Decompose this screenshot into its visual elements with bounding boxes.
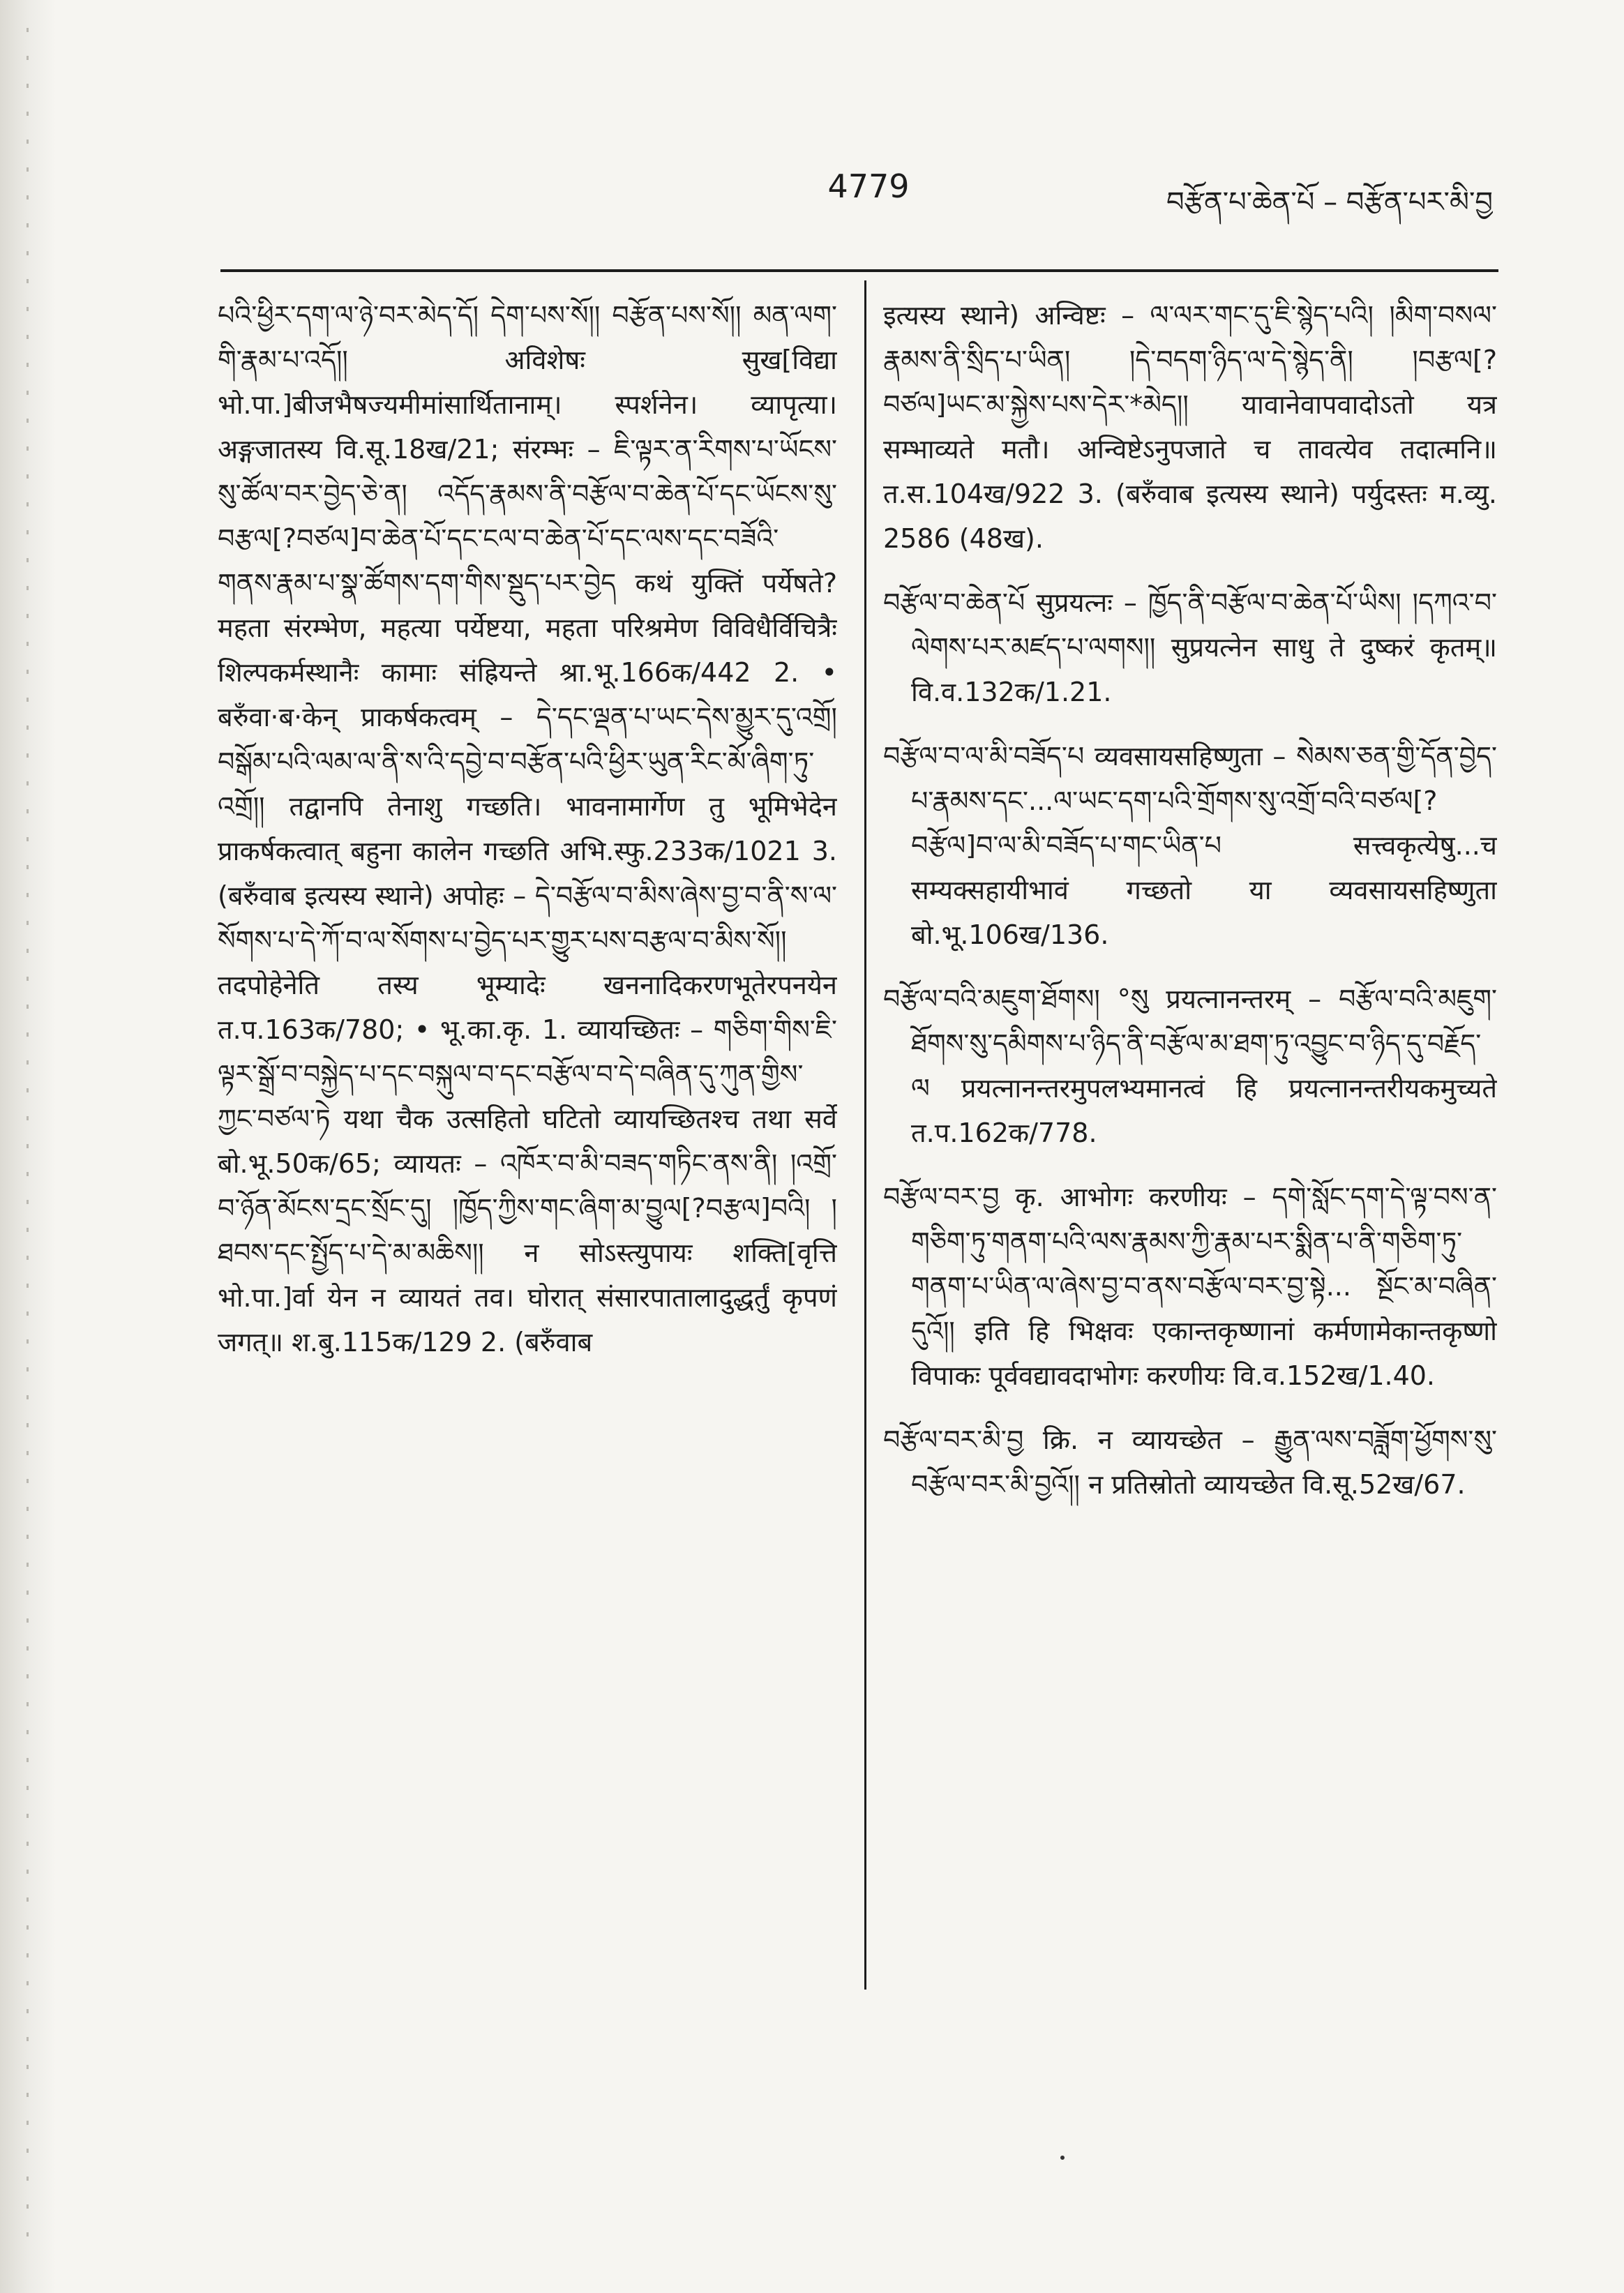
entry-vyavasaya: བརྩོལ་བ་ལ་མི་བཟོད་པ व्यवसायसहिष्णुता – སེམས་ཅན་གྱི་དོན་བྱེད་པ་རྣམས་དང་...ལ་ཡང་དག་པའི་གྲོགས་སུ་འགྲོ་བའི་བཙལ[?བརྩོལ]བ་ལ་མི་བཟོད་པ་གང་ཡིན་པ सत्त्वकृत्येषु...च सम्यक्सहायीभावं गच्छतो या व्यवसायसहिष्णुता बो.भू.106ख/136. <box>883 741 1497 950</box>
page-number: 4779 <box>827 167 910 205</box>
scan-edge <box>0 0 56 2293</box>
entry-prayatnanantaram: བརྩོལ་བའི་མཇུག་ཐོགས། °སུ प्रयत्नानन्तरम् – བརྩོལ་བའི་མཇུག་ཐོགས་སུ་དམིགས་པ་ཉིད་ནི་བརྩོལ་མ་ཐག་ཏུ་འབྱུང་བ་ཉིད་དུ་བརྗོད་ལ प्रयत्नानन्तरमुपलभ्यमानत्वं हि प्रयत्नानन्तरीयकमुच्यते त.प.162क/778. <box>883 984 1497 1148</box>
entry-supratyatna: བརྩོལ་བ་ཆེན་པོ सुप्रयत्नः – ཁྱོད་ནི་བརྩོལ་བ་ཆེན་པོ་ཡིས། །དཀའ་བ་ལེགས་པར་མཛད་པ་ལགས།། सुप्रयत्नेन साधु ते दुष्करं कृतम्॥ वि.व.132क/1.21. <box>883 587 1497 707</box>
entry-continued: इत्यस्य स्थाने) अन्विष्टः – ལ་ལར་གང་དུ་ཇི་སྙེད་པའི། །མིག་བསལ་རྣམས་ནི་སྲིད་པ་ཡིན། །དེ་བདག་ཉིད་ལ་དེ་སྙེད་ནི། །བརྩལ[?བཙལ]ཡང་མ་སྐྱེས་པས་དེར་*མེད།། यावानेवापवादोऽतो यत्र सम्भाव्यते मतौ। अन्विष्टेऽनुपजाते च तावत्येव तदात्मनि॥ त.स.104ख/922 3. (बरुँवाब इत्यस्य स्थाने) पर्युदस्तः म.व्यु. 2586 (48ख). <box>883 300 1497 554</box>
scan-speck <box>1060 2156 1065 2160</box>
scan-edge-line <box>27 28 29 2260</box>
left-column <box>218 293 837 1995</box>
header-rule <box>220 269 1498 272</box>
entry-vyayacchet: བརྩོལ་བར་མི་བྱ क्रि. न व्यायच्छेत – རྒྱུན་ལས་བཟློག་ཕྱོགས་སུ་བརྩོལ་བར་མི་བྱའོ།། न प्रतिस्रोतो व्यायच्छेत वि.सू.52ख/67. <box>883 1424 1497 1500</box>
right-column <box>883 293 1497 1995</box>
running-head: བརྩོན་པ་ཆེན་པོ – བརྩོན་པར་མི་བྱ <box>1166 186 1493 218</box>
left-paragraph: པའི་ཕྱིར་དག་ལ་ཉེ་བར་མེད་དོ། དེག་པས་སོ།། བརྩོན་པས་སོ།། མན་ལག་གི་རྣམ་པ་འདོ།། अविशेषः सुख[विद्या भो.पा.]बीजभैषज्यमीमांसार्थितानाम्। स्पर्शनेन। व्यापृत्या। अङ्गजातस्य वि.सू.18ख/21; संरम्भः – ཇི་ལྟར་ན་རིགས་པ་ཡོངས་སུ་ཚོལ་བར་བྱེད་ཅེ་ན། འདོད་རྣམས་ནི་བརྩོལ་བ་ཆེན་པོ་དང་ཡོངས་སུ་བརྩལ[?བཙལ]བ་ཆེན་པོ་དང་ངལ་བ་ཆེན་པོ་དང་ལས་དང་བཟོའི་གནས་རྣམ་པ་སྣ་ཚོགས་དག་གིས་སྡུད་པར་བྱེད कथं युक्तिं पर्येषते? महता संरम्भेण, महत्या पर्येष्टया, महता परिश्रमेण विविधैर्विचित्रैः शिल्पकर्मस्थानैः कामाः संह्रियन्ते श्रा.भू.166क/442 2. • बरुँवा·ब·केन् प्राकर्षकत्वम् – དེ་དང་ལྡན་པ་ཡང་དེས་མྱུར་དུ་འགྲོ། བསྒོམ་པའི་ལམ་ལ་ནི་ས་འི་དབྱེ་བ་བརྩོན་པའི་ཕྱིར་ཡུན་རིང་མོ་ཞིག་ཏུ་འགྲོ།། तद्वानपि तेनाशु गच्छति। भावनामार्गेण तु भूमिभेदेन प्राकर्षकत्वात् बहुना कालेन गच्छति अभि.स्फु.233क/1021 3. (बरुँवाब इत्यस्य स्थाने) अपोहः – དེ་བརྩོལ་བ་མིས་ཞེས་བྱ་བ་ནི་ས་ལ་སོགས་པ་དེ་ཀོ་བ་ལ་སོགས་པ་བྱེད་པར་གྱུར་པས་བརྩལ་བ་མིས་སོ།། तदपोहेनेति तस्य भूम्यादेः खननादिकरणभूतेरपनयेन त.प.163क/780; • भू.का.कृ. 1. व्यायच्छितः – གཅིག་གིས་ཇི་ལྟར་སྒྲོ་བ་བསྐྱེད་པ་དང་བསྐུལ་བ་དང་བརྩོལ་བ་དེ་བཞིན་དུ་ཀུན་གྱིས་ཀྱང་བཙལ་ཏེ यथा चैक उत्सहितो घटितो व्यायच्छितश्च तथा सर्वे बो.भू.50क/65; व्यायतः – འཁོར་བ་མི་བཟད་གཏིང་ནས་ནི། །འགྲོ་བ་ཉོན་མོངས་དྲང་སྲོང་དུ། །ཁྱོད་ཀྱིས་གང་ཞིག་མ་བྱུལ[?བརྩལ]བའི། །ཐབས་དང་སྤྱོད་པ་དེ་མ་མཆིས།། न सोऽस्त्युपायः शक्ति[वृत्ति भो.पा.]र्वा येन न व्यायतं तव। घोरात् संसारपातालादुद्धर्तुं कृपणं जगत्॥ श.बु.115क/129 2. (बरुँवाब <box>218 300 837 1358</box>
column-divider <box>864 280 866 1990</box>
entry-abhoga: བརྩོལ་བར་བྱ कृ. आभोगः करणीयः – དགེ་སློང་དག་དེ་ལྟ་བས་ན་གཅིག་ཏུ་གནག་པའི་ལས་རྣམས་ཀྱི་རྣམ་པར་སྨིན་པ་ནི་གཅིག་ཏུ་གནག་པ་ཡིན་ལ་ཞེས་བྱ་བ་ནས་བརྩོལ་བར་བྱ་སྟེ... སྔོང་མ་བཞིན་དུའོ།། इति हि भिक्षवः एकान्तकृष्णानां कर्मणामेकान्तकृष्णो विपाकः पूर्ववद्यावदाभोगः करणीयः वि.व.152ख/1.40. <box>883 1182 1497 1391</box>
